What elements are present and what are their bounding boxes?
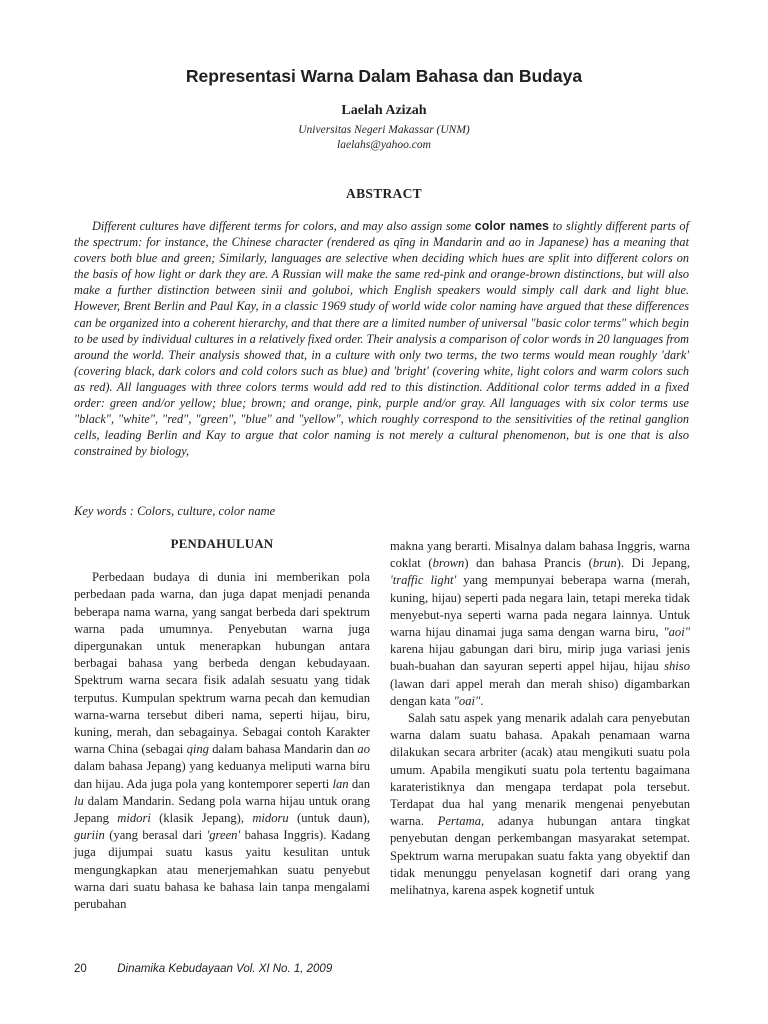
italic-term: 'green' <box>206 828 241 843</box>
italic-term: 'traffic light' <box>390 573 457 588</box>
text-run: bahasa Inggris). Kadang juga dijumpai suatu kasus yaitu kesulitan untuk mengungkapkan atau menerjemahkan suatu penyebut warna dari suatu bahasa ke bahasa lain tanpa mengalami perubahan <box>74 828 370 912</box>
section-heading: PENDAHULUAN <box>170 537 274 551</box>
abstract-bold-term: color names <box>474 219 549 233</box>
italic-term: "oai" <box>453 693 481 708</box>
italic-term: midoru <box>252 811 289 826</box>
italic-term: brown <box>432 556 465 571</box>
page-footer <box>74 963 332 975</box>
abstract-part-2: to slightly different parts of the spectrum: for instance, the Chinese character (rendered as qīng in Mandarin and ao in Japanese) has a meaning that covers both blue and green; Similarly, languages are selective when deciding which hues are split into different colors on the basis of how light or dark they are. A Russian will make the same red-pink and orange-brown distinctions, but will also make a further distinction between sinii and goluboi, which English speakers would simply call dark and light blue. However, Brent Berlin and Paul Kay, in a classic 1969 study of world wide color naming have argued that these differences can be organized into a coherent hierarchy, and that there are a limited number of universal "basic color terms" which begin to be used by individual cultures in a relatively fixed order. Their analysis a comparison of color words in 20 languages from around the world. Their analysis showed that, in a culture with only two terms, the two terms would mean roughly 'dark' (covering black, dark colors and cold colors such as blue) and 'bright' (covering white, light colors and warm colors such as red). All languages with three colors terms would add red to this distinction. Additional color terms added in a fixed order: green and/or yellow; blue; brown; and orange, pink, purple and/or gray. All languages with six color terms use "black", "white", "red", "green", "blue" and "yellow", which roughly correspond to the sensitivities of the retinal ganglion cells, leading Berlin and Kay to argue that color naming is not merely a cultural phenomenon, but is one that is also constrained by biology, <box>74 219 689 459</box>
text-run: ). Di Jepang, <box>616 556 690 571</box>
text-run: dan <box>348 776 371 791</box>
text-run: Salah satu aspek yang menarik adalah cara penyebutan warna dalam suatu bahasa. Apakah penamaan warna dilakukan secara arbriter (acak) atau mengikuti suatu pola umum. Apabila mengikuti suatu pola tertentu bagaimana karateristiknya dan mengapa terdapat pola tersebut. Terdapat dua hal yang menarik mengenai penyebutan warna. <box>390 711 690 829</box>
text-run: karena hijau gabungan dari biru, mirip juga variasi jenis buah-buahan dan sayuran seperti appel hijau, hijau <box>390 642 690 674</box>
affiliation: Universitas Negeri Makassar (UNM) <box>298 124 470 136</box>
italic-term: "aoi" <box>663 625 690 640</box>
text-run: (untuk daun), <box>288 811 370 826</box>
author-affiliation-block <box>0 123 768 153</box>
author-email: laelahs@yahoo.com <box>337 139 431 151</box>
text-run: , adanya hubungan antara tingkat penyebutan dengan perkembangan masyarakat setempat. Spektrum warna merupakan suatu fakta yang obyektif dan tidak menunggu penyelasan kognetif dari orang yang melihatnya, karena aspek kognetif untuk <box>390 814 691 898</box>
intro-paragraph-2 <box>390 710 690 899</box>
text-run: (klasik Jepang), <box>150 811 253 826</box>
text-run: . <box>480 693 484 708</box>
page-number: 20 <box>74 963 87 975</box>
italic-term: qing <box>186 742 209 757</box>
paper-title: Representasi Warna Dalam Bahasa dan Budaya <box>185 66 583 86</box>
text-run: ) dan bahasa Prancis ( <box>464 556 593 571</box>
italic-term: shiso <box>664 659 690 674</box>
italic-term: Pertama <box>437 814 481 829</box>
abstract-heading: ABSTRACT <box>346 186 422 201</box>
text-run: dalam bahasa Jepang) yang keduanya meliputi warna biru dan hijau. Ada juga pola yang kontemporer seperti <box>74 759 370 791</box>
author-name: Laelah Azizah <box>341 103 427 118</box>
italic-term: brun <box>592 556 617 571</box>
italic-term: lan <box>332 776 349 791</box>
text-run: Perbedaan budaya di dunia ini memberikan pola perbedaan pada warna, dan juga dapat menjadi penanda beberapa nama warna, yang sangat berbeda dari spektrum warna pada umumnya. Penyebutan warna juga dipergunakan untuk menerapkan hubungan antara berbagai bahasa yang berbeda dengan kebudayaan. Spektrum warna secara fisik adalah sesuatu yang tidak terputus. Kumpulan spektrum warna pecah dan kemudian warna-warna tersebut diberi nama, seperti hijau, biru, kuning, merah, dan sebagainya. Sebagai contoh Karakter warna China (sebagai <box>74 570 370 757</box>
right-column <box>390 538 690 899</box>
text-run: dalam bahasa Mandarin dan <box>208 742 358 757</box>
italic-term: lu <box>74 793 84 808</box>
left-column <box>74 536 370 913</box>
italic-term: midori <box>117 811 151 826</box>
journal-citation: Dinamika Kebudayaan Vol. XI No. 1, 2009 <box>117 963 333 975</box>
text-run: yang mempunyai beberapa warna (merah, kuning, hijau) seperti pada negara lain, tetapi mereka tidak menyebut-nya seperti warna pada negara lainnya. Untuk warna hijau dinamai juga sama dengan warna biru, <box>390 573 690 640</box>
text-run: dalam Mandarin. Sedang pola warna hijau untuk orang Jepang <box>74 793 370 826</box>
abstract-part-1: Different cultures have different terms for colors, and may also assign some <box>92 219 475 233</box>
italic-term: ao <box>357 742 371 757</box>
continued-paragraph <box>390 538 690 710</box>
intro-paragraph-1 <box>74 569 370 913</box>
italic-term: guriin <box>74 828 105 843</box>
text-run: (yang berasal dari <box>104 828 207 843</box>
text-run: (lawan dari appel merah dan merah shiso) digambarkan dengan kata <box>390 676 690 708</box>
abstract-text <box>74 218 689 459</box>
text-run: makna yang berarti. Misalnya dalam bahasa Inggris, warna coklat ( <box>390 539 690 571</box>
keywords: Key words : Colors, culture, color name <box>74 504 276 518</box>
